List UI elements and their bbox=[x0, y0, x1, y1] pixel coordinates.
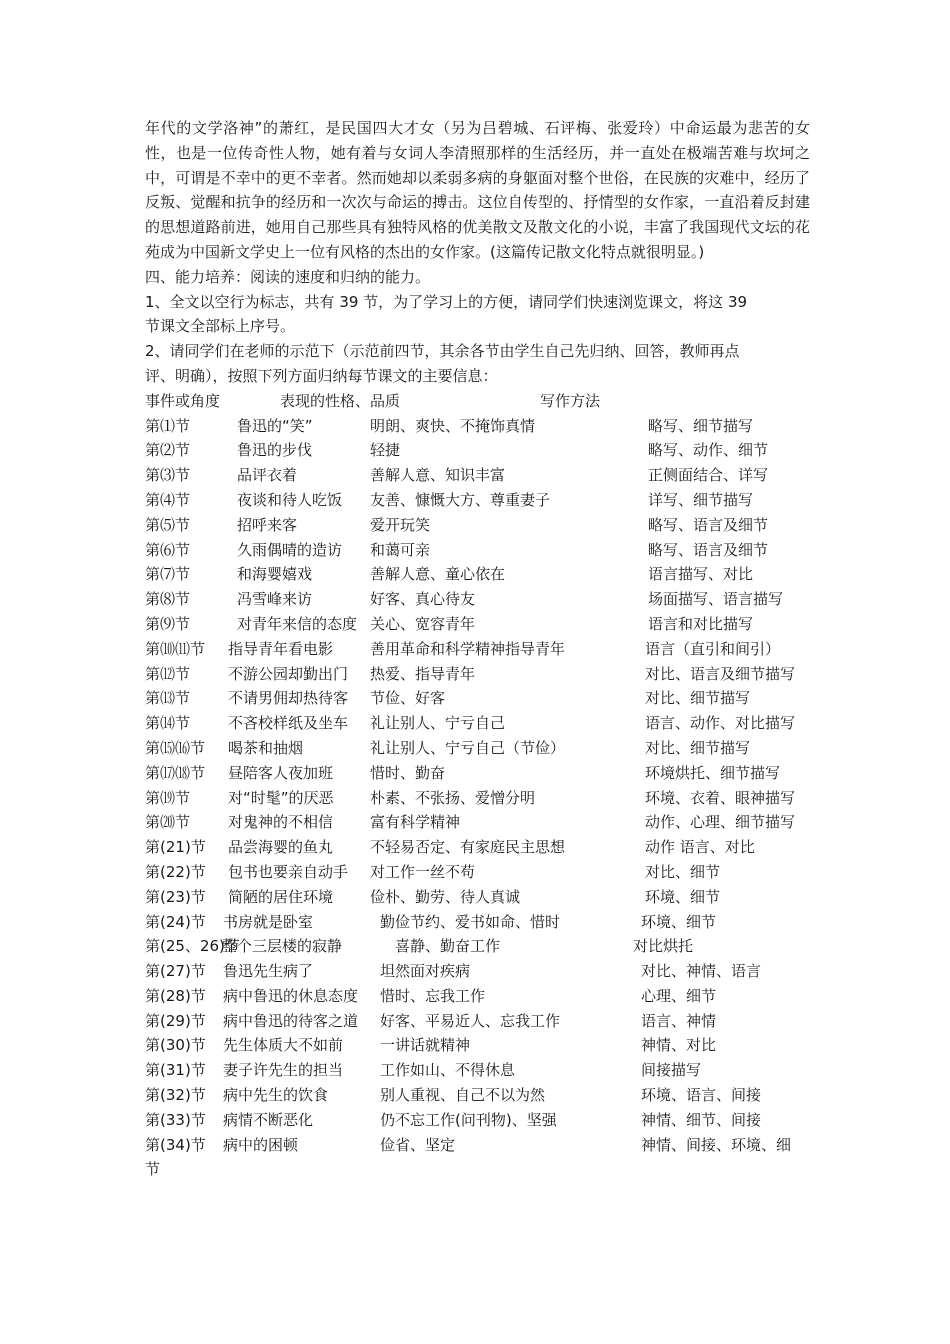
event-cell: 对青年来信的态度 bbox=[237, 614, 358, 633]
method-cell: 略写、动作、细节 bbox=[648, 441, 769, 460]
event-cell: 病中先生的饮食 bbox=[223, 1086, 329, 1105]
trait-cell: 明朗、爽快、不掩饰真情 bbox=[370, 416, 536, 435]
header-event: 事件或角度 bbox=[145, 391, 221, 410]
section-number: 第(25、26)节 bbox=[145, 937, 240, 956]
event-cell: 简陋的居住环境 bbox=[228, 887, 334, 906]
item-2-line-1: 2、请同学们在老师的示范下（示范前四节，其余各节由学生自己先归纳、回答，教师再点 bbox=[145, 342, 740, 361]
trait-cell: 勤俭节约、爱书如命、惜时 bbox=[380, 912, 561, 931]
method-cell: 环境、语言、间接 bbox=[641, 1086, 762, 1105]
section-number: 第⑿节 bbox=[145, 664, 191, 683]
event-cell: 病中鲁迅的休息态度 bbox=[223, 986, 359, 1005]
section-number: 第(24)节 bbox=[145, 912, 206, 931]
trait-cell: 礼让别人、宁亏自己 bbox=[370, 714, 506, 733]
method-cell: 对比烘托 bbox=[633, 937, 694, 956]
section-number: 第(21)节 bbox=[145, 838, 206, 857]
event-cell: 久雨偶晴的造访 bbox=[237, 540, 343, 559]
table-row bbox=[145, 1108, 810, 1133]
section-number: 第(22)节 bbox=[145, 862, 206, 881]
table-row bbox=[145, 587, 810, 612]
table-row bbox=[145, 414, 810, 439]
section-number: 第(30)节 bbox=[145, 1036, 206, 1055]
table-row bbox=[145, 662, 810, 687]
table-row bbox=[145, 686, 810, 711]
trait-cell: 善解人意、童心依在 bbox=[370, 565, 506, 584]
method-cell: 心理、细节 bbox=[641, 986, 717, 1005]
section-number: 第⒂⒃节 bbox=[145, 738, 206, 757]
event-cell: 书房就是卧室 bbox=[223, 912, 314, 931]
section-number: 第(31)节 bbox=[145, 1061, 206, 1080]
table-row bbox=[145, 736, 810, 761]
event-cell: 病中的困顿 bbox=[223, 1135, 299, 1154]
event-cell: 病情不断恶化 bbox=[223, 1110, 314, 1129]
event-cell: 冯雪峰来访 bbox=[237, 590, 313, 609]
table-row bbox=[145, 860, 810, 885]
method-cell: 正侧面结合、详写 bbox=[648, 466, 769, 485]
table-row bbox=[145, 959, 810, 984]
event-cell: 品评衣着 bbox=[237, 466, 298, 485]
event-cell: 包书也要亲自动手 bbox=[228, 862, 349, 881]
section-number: 第⑴节 bbox=[145, 416, 191, 435]
event-cell: 不吝校样纸及坐车 bbox=[228, 714, 349, 733]
table-row bbox=[145, 1083, 810, 1108]
method-cell: 略写、细节描写 bbox=[648, 416, 754, 435]
table-row bbox=[145, 562, 810, 587]
table-row bbox=[145, 1058, 810, 1083]
table-row bbox=[145, 1009, 810, 1034]
section-number: 第(34)节 bbox=[145, 1135, 206, 1154]
trait-cell: 不轻易否定、有家庭民主思想 bbox=[370, 838, 566, 857]
method-cell: 环境烘托、细节描写 bbox=[645, 763, 781, 782]
section-number: 第⑽⑾节 bbox=[145, 639, 206, 658]
method-cell: 环境、细节 bbox=[645, 887, 721, 906]
method-cell: 对比、神情、语言 bbox=[641, 962, 762, 981]
section-number: 第⒇节 bbox=[145, 813, 191, 832]
trait-cell: 善解人意、知识丰富 bbox=[370, 466, 506, 485]
event-cell: 品尝海婴的鱼丸 bbox=[228, 838, 334, 857]
method-cell: 语言描写、对比 bbox=[648, 565, 754, 584]
event-cell: 鲁迅的步伐 bbox=[237, 441, 313, 460]
method-cell-continued: 节 bbox=[145, 1160, 161, 1179]
table-row bbox=[145, 488, 810, 513]
trait-cell: 好客、真心待友 bbox=[370, 590, 476, 609]
method-cell: 间接描写 bbox=[641, 1061, 702, 1080]
table-row bbox=[145, 761, 810, 786]
event-cell: 夜谈和待人吃饭 bbox=[237, 490, 343, 509]
method-cell: 对比、细节描写 bbox=[645, 689, 751, 708]
event-cell: 对鬼神的不相信 bbox=[228, 813, 334, 832]
trait-cell: 爱开玩笑 bbox=[370, 515, 431, 534]
section-number: 第⑺节 bbox=[145, 565, 191, 584]
section-number: 第⒁节 bbox=[145, 714, 191, 733]
summary-table bbox=[145, 414, 810, 1183]
trait-cell: 礼让别人、宁亏自己（节俭） bbox=[370, 738, 566, 757]
table-row bbox=[145, 1033, 810, 1058]
section-number: 第⑼节 bbox=[145, 614, 191, 633]
trait-cell: 轻捷 bbox=[370, 441, 401, 460]
section-number: 第(33)节 bbox=[145, 1110, 206, 1129]
trait-cell: 友善、慷慨大方、尊重妻子 bbox=[370, 490, 551, 509]
trait-cell: 惜时、勤奋 bbox=[370, 763, 446, 782]
section-number: 第⑵节 bbox=[145, 441, 191, 460]
item-1-line-1: 1、全文以空行为标志，共有 39 节，为了学习上的方便，请同学们快速浏览课文，将这 39 bbox=[145, 292, 748, 311]
section-number: 第(32)节 bbox=[145, 1086, 206, 1105]
section-number: 第(23)节 bbox=[145, 887, 206, 906]
table-row bbox=[145, 910, 810, 935]
section-heading: 四、能力培养：阅读的速度和归纳的能力。 bbox=[145, 267, 431, 286]
method-cell: 环境、细节 bbox=[641, 912, 717, 931]
trait-cell: 朴素、不张扬、爱憎分明 bbox=[370, 788, 536, 807]
method-cell: 场面描写、语言描写 bbox=[648, 590, 784, 609]
method-cell: 对比、语言及细节描写 bbox=[645, 664, 796, 683]
event-cell: 鲁迅先生病了 bbox=[223, 962, 314, 981]
table-row bbox=[145, 463, 810, 488]
trait-cell: 善用革命和科学精神指导青年 bbox=[370, 639, 566, 658]
trait-cell: 俭朴、勤劳、待人真诚 bbox=[370, 887, 521, 906]
table-row bbox=[145, 538, 810, 563]
event-cell: 整个三层楼的寂静 bbox=[222, 937, 343, 956]
table-row bbox=[145, 885, 810, 910]
trait-cell: 仍不忘工作(问刊物)、坚强 bbox=[380, 1110, 557, 1129]
method-cell: 略写、语言及细节 bbox=[648, 515, 769, 534]
event-cell: 昼陪客人夜加班 bbox=[228, 763, 334, 782]
section-number: 第⒀节 bbox=[145, 689, 191, 708]
trait-cell: 坦然面对疾病 bbox=[380, 962, 471, 981]
trait-cell: 对工作一丝不苟 bbox=[370, 862, 476, 881]
item-1-line-2: 节课文全部标上序号。 bbox=[145, 317, 296, 336]
method-cell: 对比、细节描写 bbox=[645, 738, 751, 757]
event-cell: 先生体质大不如前 bbox=[223, 1036, 344, 1055]
method-cell: 神情、对比 bbox=[641, 1036, 717, 1055]
trait-cell: 俭省、坚定 bbox=[380, 1135, 456, 1154]
trait-cell: 好客、平易近人、忘我工作 bbox=[380, 1011, 561, 1030]
method-cell: 对比、细节 bbox=[645, 862, 721, 881]
method-cell: 环境、衣着、眼神描写 bbox=[645, 788, 796, 807]
section-number: 第⒄⒅节 bbox=[145, 763, 206, 782]
table-row bbox=[145, 810, 810, 835]
table-row bbox=[145, 984, 810, 1009]
method-cell: 详写、细节描写 bbox=[648, 490, 754, 509]
section-number: 第(28)节 bbox=[145, 986, 206, 1005]
event-cell: 不游公园却勤出门 bbox=[228, 664, 349, 683]
section-number: 第(29)节 bbox=[145, 1011, 206, 1030]
trait-cell: 和蔼可亲 bbox=[370, 540, 431, 559]
intro-paragraph: 年代的文学洛神”的萧红，是民国四大才女（另为吕碧城、石评梅、张爱玲）中命运最为悲苦的女性，也是一位传奇性人物，她有着与女词人李清照那样的生活经历，并一直处在极端苦难与坎坷之中，可谓是不幸中的更不幸者。然而她却以柔弱多病的身躯面对整个世俗，在民族的灾难中，经历了反叛、觉醒和抗争的经历和一次次与命运的搏击。这位自传型的、抒情型的女作家，一直沿着反封建的思想道路前进，她用自己那些具有独特风格的优美散文及散文化的小说，丰富了我国现代文坛的花苑成为中国新文学史上一位有风格的杰出的女作家。(这篇传记散文化特点就很明显。) bbox=[145, 119, 810, 261]
section-number: 第⑶节 bbox=[145, 466, 191, 485]
section-number: 第⑸节 bbox=[145, 515, 191, 534]
document-body bbox=[145, 116, 810, 1182]
trait-cell: 惜时、忘我工作 bbox=[380, 986, 486, 1005]
table-row bbox=[145, 835, 810, 860]
table-row bbox=[145, 612, 810, 637]
method-cell: 语言（直引和间引） bbox=[645, 639, 781, 658]
method-cell: 动作、心理、细节描写 bbox=[645, 813, 796, 832]
event-cell: 招呼来客 bbox=[237, 515, 298, 534]
section-number: 第⑷节 bbox=[145, 490, 191, 509]
event-cell: 指导青年看电影 bbox=[228, 639, 334, 658]
method-cell: 动作 语言、对比 bbox=[645, 838, 755, 857]
event-cell: 不请男佣却热待客 bbox=[228, 689, 349, 708]
event-cell: 妻子许先生的担当 bbox=[223, 1061, 344, 1080]
trait-cell: 一讲话就精神 bbox=[380, 1036, 471, 1055]
table-header bbox=[145, 389, 810, 414]
trait-cell: 热爱、指导青年 bbox=[370, 664, 476, 683]
section-number: 第⑹节 bbox=[145, 540, 191, 559]
header-method: 写作方法 bbox=[540, 391, 601, 410]
section-number: 第⒆节 bbox=[145, 788, 191, 807]
table-row bbox=[145, 1133, 810, 1183]
item-2-line-2: 评、明确），按照下列方面归纳每节课文的主要信息： bbox=[145, 366, 498, 385]
trait-cell: 节俭、好客 bbox=[370, 689, 446, 708]
section-number: 第⑻节 bbox=[145, 590, 191, 609]
table-row bbox=[145, 786, 810, 811]
table-row bbox=[145, 438, 810, 463]
event-cell: 鲁迅的“笑” bbox=[237, 416, 313, 435]
trait-cell: 别人重视、自己不以为然 bbox=[380, 1086, 546, 1105]
event-cell: 对“时髦”的厌恶 bbox=[228, 788, 334, 807]
trait-cell: 喜静、勤奋工作 bbox=[395, 937, 501, 956]
trait-cell: 富有科学精神 bbox=[370, 813, 461, 832]
event-cell: 和海婴嬉戏 bbox=[237, 565, 313, 584]
header-trait: 表现的性格、品质 bbox=[280, 391, 401, 410]
section-number: 第(27)节 bbox=[145, 962, 206, 981]
table-row bbox=[145, 934, 810, 959]
method-cell: 语言、神情 bbox=[641, 1011, 717, 1030]
table-row bbox=[145, 637, 810, 662]
trait-cell: 关心、宽容青年 bbox=[370, 614, 476, 633]
trait-cell: 工作如山、不得休息 bbox=[380, 1061, 516, 1080]
method-cell: 神情、间接、环境、细 bbox=[641, 1135, 792, 1154]
method-cell: 语言和对比描写 bbox=[648, 614, 754, 633]
table-row bbox=[145, 513, 810, 538]
method-cell: 神情、细节、间接 bbox=[641, 1110, 762, 1129]
event-cell: 喝茶和抽烟 bbox=[228, 738, 304, 757]
method-cell: 语言、动作、对比描写 bbox=[645, 714, 796, 733]
method-cell: 略写、语言及细节 bbox=[648, 540, 769, 559]
event-cell: 病中鲁迅的待客之道 bbox=[223, 1011, 359, 1030]
table-row bbox=[145, 711, 810, 736]
